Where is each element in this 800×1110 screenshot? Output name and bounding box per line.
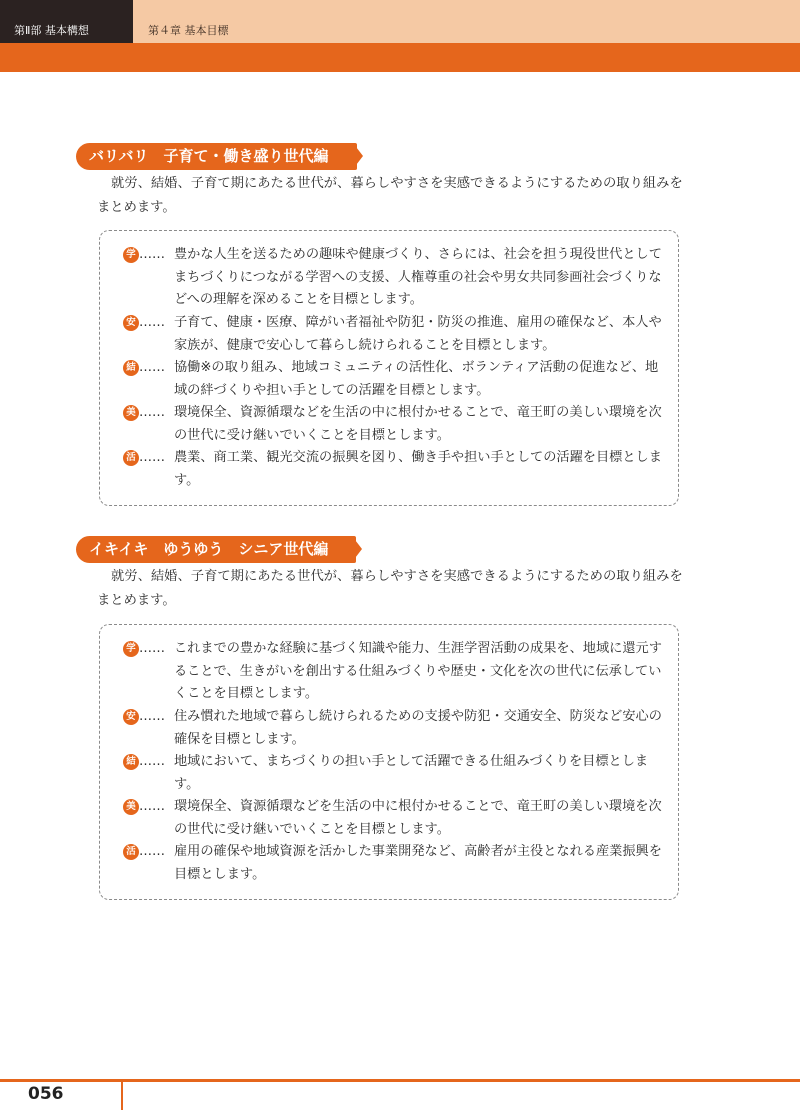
leader-dots: ……	[139, 641, 165, 656]
goal-text: 環境保全、資源循環などを生活の中に根付かせることで、竜王町の美しい環境を次の世代に受け継いでいくことを目標とします。	[174, 405, 662, 443]
goal-badge-icon: 活	[123, 844, 139, 860]
header-accent-bar	[0, 43, 800, 72]
header-chapter-label: 第４章 基本目標	[148, 24, 229, 37]
leader-dots: ……	[139, 709, 165, 724]
goal-text: 住み慣れた地域で暮らし続けられるための支援や防犯・交通安全、防災など安心の確保を目標とします。	[174, 709, 662, 747]
leader-dots: ……	[139, 450, 165, 465]
goal-badge-icon: 結	[123, 360, 139, 376]
goal-badge-icon: 美	[123, 799, 139, 815]
section-title: バリバリ 子育て・働き盛り世代編	[76, 143, 357, 170]
goal-badge-icon: 学	[123, 247, 139, 263]
leader-dots: ……	[139, 405, 165, 420]
leader-dots: ……	[139, 247, 165, 262]
goal-badge-icon: 結	[123, 754, 139, 770]
goal-text: 農業、商工業、観光交流の振興を図り、働き手や担い手としての活躍を目標とします。	[174, 450, 662, 488]
header-part-tab	[0, 0, 133, 43]
leader-dots: ……	[139, 360, 165, 375]
section-title: イキイキ ゆうゆう シニア世代編	[76, 536, 356, 563]
goal-text: 協働※の取り組み、地域コミュニティの活性化、ボランティア活動の促進など、地域の絆づくりや担い手としての活躍を目標とします。	[174, 360, 659, 398]
leader-dots: ……	[139, 844, 165, 859]
leader-dots: ……	[139, 315, 165, 330]
goal-badge-icon: 安	[123, 709, 139, 725]
footer-divider	[121, 1082, 123, 1110]
section-intro: 就労、結婚、子育て期にあたる世代が、暮らしやすさを実感できるようにするための取り組みをまとめます。	[97, 569, 683, 608]
section-intro: 就労、結婚、子育て期にあたる世代が、暮らしやすさを実感できるようにするための取り組みをまとめます。	[97, 176, 683, 215]
leader-dots: ……	[139, 754, 165, 769]
goal-text: 雇用の確保や地域資源を活かした事業開発など、高齢者が主役となれる産業振興を目標とします。	[174, 844, 662, 882]
goals-box	[99, 230, 679, 506]
goal-text: 豊かな人生を送るための趣味や健康づくり、さらには、社会を担う現役世代としてまちづくりにつながる学習への支援、人権尊重の社会や男女共同参画社会づくりなどへの理解を深めることを目標とします。	[174, 247, 662, 307]
goal-text: 子育て、健康・医療、障がい者福祉や防犯・防災の推進、雇用の確保など、本人や家族が、健康で安心して暮らし続けられることを目標とします。	[174, 315, 662, 353]
goal-badge-icon: 活	[123, 450, 139, 466]
leader-dots: ……	[139, 799, 165, 814]
goal-text: 地域において、まちづくりの担い手として活躍できる仕組みづくりを目標とします。	[174, 754, 649, 792]
footer-rule	[0, 1079, 800, 1082]
goal-badge-icon: 安	[123, 315, 139, 331]
goal-badge-icon: 学	[123, 641, 139, 657]
goal-text: 環境保全、資源循環などを生活の中に根付かせることで、竜王町の美しい環境を次の世代に受け継いでいくことを目標とします。	[174, 799, 662, 837]
goal-text: これまでの豊かな経験に基づく知識や能力、生涯学習活動の成果を、地域に還元することで、生きがいを創出する仕組みづくりや歴史・文化を次の世代に伝承していくことを目標とします。	[174, 641, 662, 701]
goals-box	[99, 624, 679, 900]
goal-badge-icon: 美	[123, 405, 139, 421]
page-number: 056	[28, 1084, 64, 1104]
header-part-label: 第Ⅱ部 基本構想	[14, 24, 89, 37]
